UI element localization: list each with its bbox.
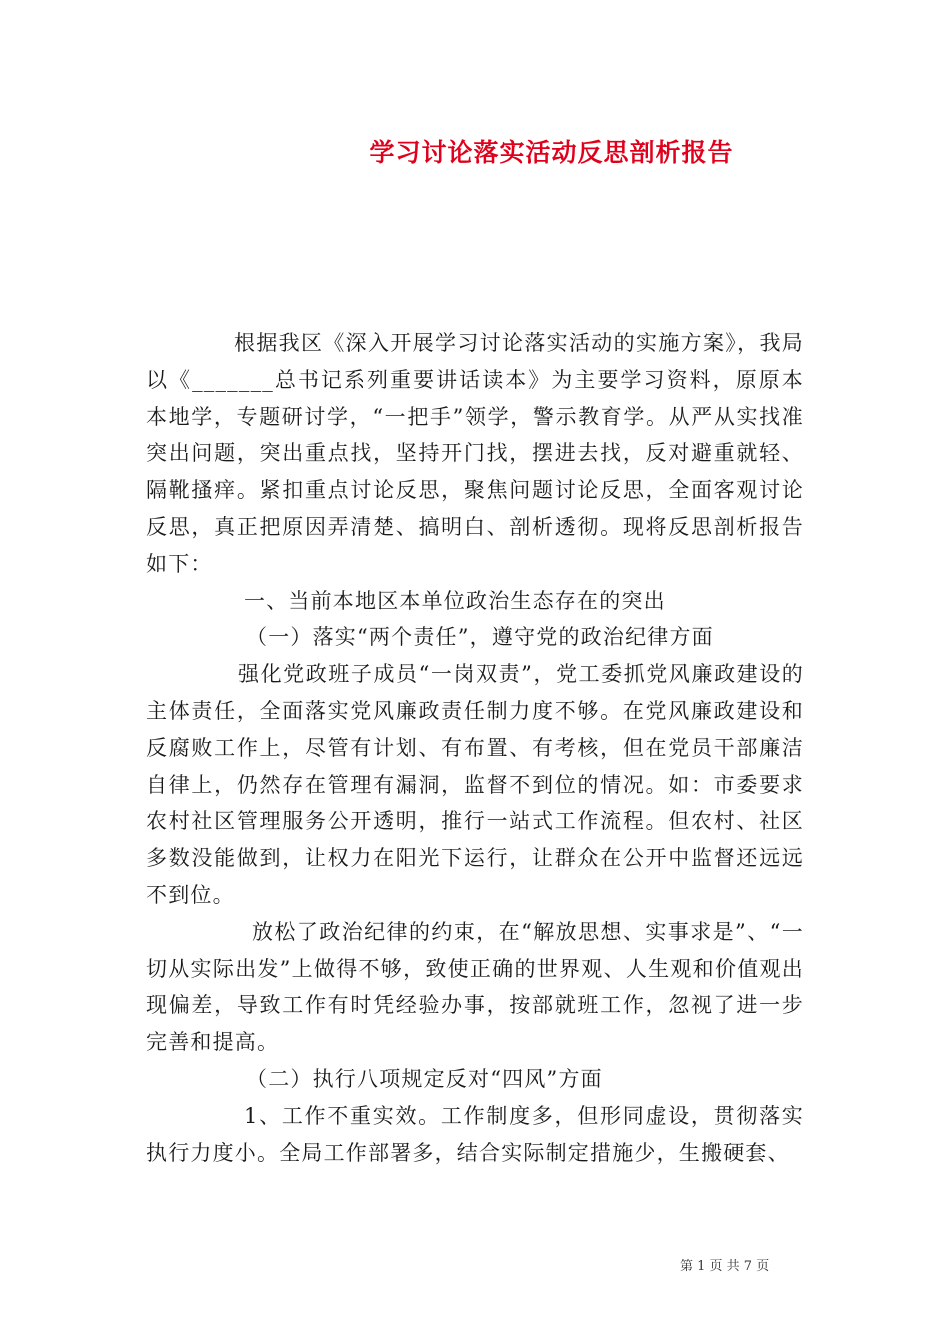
paragraph-intro: 根据我区《深入开展学习讨论落实活动的实施方案》，我局以《_______总书记系列重要讲话读本》为主要学习资料，原原本本地学，专题研讨学，“一把手”领学，警示教育学。从严从实找准突出问题，突出重点找，坚持开门找，摆进去找，反对避重就轻、隔靴搔痒。紧扣重点讨论反思，聚焦问题讨论反思，全面客观讨论反思，真正把原因弄清楚、搞明白、剖析透彻。现将反思剖析报告如下： [146, 331, 804, 576]
paragraph-responsibility: 强化党政班子成员“一岗双责”，党工委抓党风廉政建设的主体责任，全面落实党风廉政责任制力度不够。在党风廉政建设和反腐败工作上，尽管有计划、有布置、有考核，但在党员干部廉洁自律上，仍然存在管理有漏洞，监督不到位的情况。如：市委要求农村社区管理服务公开透明，推行一站式工作流程。但农村、社区多数没能做到，让权力在阳光下运行，让群众在公开中监督还远远不到位。 [146, 662, 804, 907]
document-body [146, 325, 804, 1171]
paragraph-item-1: 1、工作不重实效。工作制度多，但形同虚设，贯彻落实执行力度小。全局工作部署多，结合实际制定措施少，生搬硬套、 [146, 1103, 804, 1165]
heading-subsection-1: （一）落实“两个责任”，遵守党的政治纪律方面 [246, 625, 714, 650]
heading-section-1: 一、当前本地区本单位政治生态存在的突出 [244, 588, 666, 613]
page-footer: 第 1 页 共 7 页 [680, 1259, 770, 1274]
paragraph-discipline: 放松了政治纪律的约束，在“解放思想、实事求是”、“一切从实际出发”上做得不够，致使正确的世界观、人生观和价值观出现偏差，导致工作有时凭经验办事，按部就班工作，忽视了进一步完善和提高。 [146, 919, 804, 1055]
heading-subsection-2: （二）执行八项规定反对“四风”方面 [246, 1066, 603, 1091]
document-title: 学习讨论落实活动反思剖析报告 [369, 138, 734, 167]
